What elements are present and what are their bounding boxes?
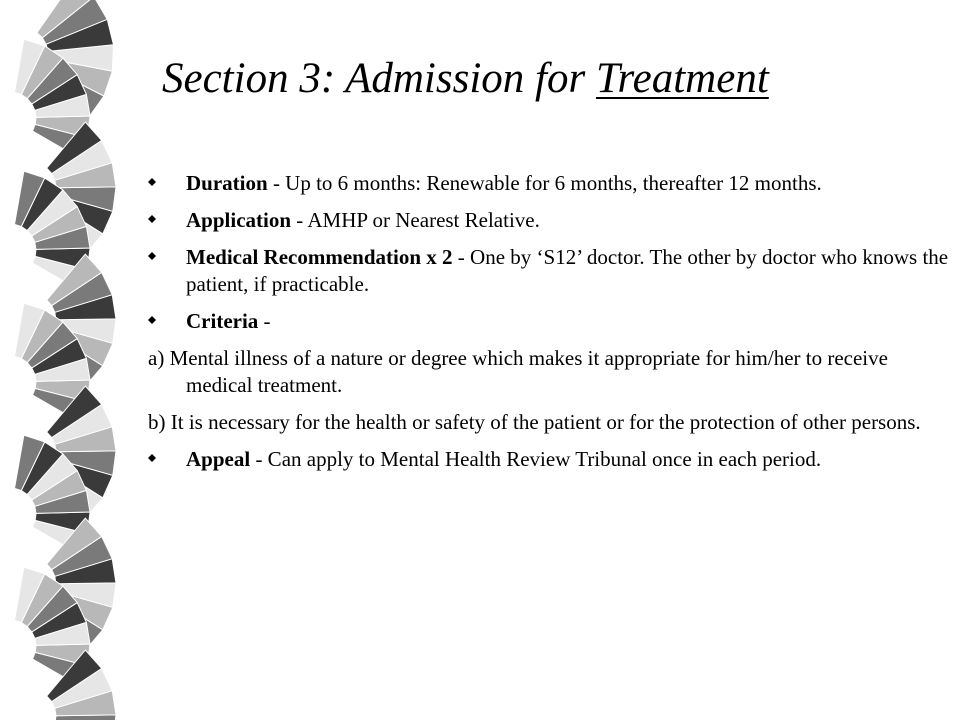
criteria-a: a) Mental illness of a nature or degree which makes it appropriate for him/her to receive medical treatment. — [148, 346, 888, 397]
diamond-bullet-icon — [148, 252, 156, 260]
bullet-text: - AMHP or Nearest Relative. — [291, 208, 540, 232]
bullet-text: - Can apply to Mental Health Review Tribunal once in each period. — [250, 447, 822, 471]
slide-title — [162, 54, 769, 104]
bullet-text: - Up to 6 months: Renewable for 6 months, thereafter 12 months. — [267, 171, 822, 195]
bullet-text: - — [258, 309, 271, 333]
diamond-bullet-icon — [148, 316, 156, 324]
bullet-medical-recommendation — [148, 244, 956, 298]
bullet-text: - One by ‘S12’ doctor. The other by doctor who knows the patient, if practicable. — [186, 245, 949, 296]
title-prefix: Section 3: Admission for — [162, 55, 596, 102]
decorative-fan-border — [0, 0, 140, 720]
bullet-criteria — [148, 308, 956, 335]
bullet-term: Duration — [186, 171, 268, 195]
title-underlined-word: Treatment — [595, 55, 769, 102]
bullet-term: Medical Recommendation x 2 — [186, 245, 453, 269]
bullet-duration — [148, 170, 956, 197]
diamond-bullet-icon — [148, 215, 156, 223]
bullet-term: Application — [186, 208, 292, 232]
slide-body — [148, 170, 956, 483]
criteria-b: b) It is necessary for the health or safety of the patient or for the protection of other persons. — [148, 410, 921, 434]
bullet-application — [148, 207, 956, 234]
diamond-bullet-icon — [148, 454, 156, 462]
bullet-term: Criteria — [186, 309, 259, 333]
bullet-appeal — [148, 446, 956, 473]
bullet-term: Appeal — [186, 447, 251, 471]
diamond-bullet-icon — [148, 178, 156, 186]
